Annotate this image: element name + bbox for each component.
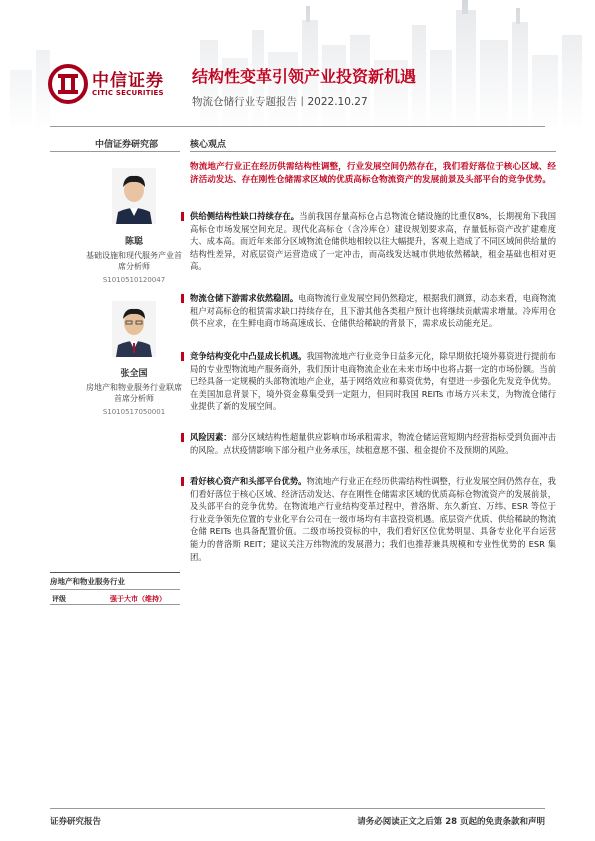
bullet-text: 部分区域结构性超量供应影响市场承租需求，物流仓储运营短期内经营指标受到负面冲击的风险。点状疫情影响下部分租户业务承压，续租意愿不强、租金提价不及预期的风险。 <box>190 432 556 455</box>
analyst-name: 张全国 <box>120 369 148 379</box>
analyst-title: 房地产和物业服务行业联席首席分析师 <box>86 382 182 403</box>
bullet-marker-icon <box>181 294 184 303</box>
key-view-summary: 物流地产行业正在经历供需结构性调整，行业发展空间仍然存在，我们看好落位于核心区域、经济活动发达、存在刚性仓储需求区域的优质高标仓物流资产的发展前景及头部平台的竞争优势。 <box>190 162 556 185</box>
rating-label: 评级 <box>52 595 66 603</box>
footer-report-type: 证券研究报告 <box>50 817 102 827</box>
analyst-card-2 <box>86 369 182 418</box>
industry-box-top <box>50 572 180 573</box>
footer-divider <box>50 808 545 809</box>
analyst-title: 基础设施和现代服务产业首席分析师 <box>86 250 182 271</box>
analyst-name: 陈聪 <box>124 237 143 247</box>
bullet-item <box>190 431 556 456</box>
analyst-photo-2 <box>112 301 156 357</box>
bullet-text: 电商物流行业发展空间仍然稳定，根据我们测算，动态来看，电商物流租户对高标仓的租赁需求缺口持续存在，且下游其他各类租户预计也将继续贡献需求增量。冷库用仓供不应求，在生鲜电商市场高速成长、仓储供给稀缺的背景下，需求成长动能充足。 <box>190 293 556 329</box>
report-title: 结构性变革引领产业投资新机遇 <box>192 67 417 86</box>
bullet-text: 我国物流地产行业竞争日益多元化，除早期依托境外募资进行提前布局的专业型物流地产服务商外，我们预计电商物流企业在未来市场中也将占据一定的市场份额。当前已经具备一定规模的头部物流地产企业，基于网络效应和募资优势，有望进一步强化先发竞争优势。在美国加息背景下，境外资金募集受到一定阻力，但同时我国 REITs 市场方兴未艾，为物流仓储行业提供了新的发展空间。 <box>190 351 556 412</box>
bullet-item <box>190 350 556 413</box>
bullet-lead: 竞争结构变化中凸显成长机遇。 <box>190 351 307 361</box>
bullet-lead: 物流仓储下游需求依然稳固。 <box>190 293 299 303</box>
bullet-lead: 看好核心资产和头部平台优势。 <box>190 476 307 486</box>
industry-name: 房地产和物业服务行业 <box>50 577 125 586</box>
logo-text-cn: 中信证券 <box>92 71 164 91</box>
report-subtitle: 物流仓储行业专题报告丨2022.10.27 <box>192 96 368 108</box>
rating-value: 强于大市（维持） <box>110 595 166 603</box>
bullet-marker-icon <box>181 212 184 221</box>
citic-logo-icon <box>48 64 88 104</box>
bullet-lead: 供给侧结构性缺口持续存在。 <box>190 211 300 221</box>
bullet-lead: 风险因素： <box>190 432 232 442</box>
core-view-heading: 核心观点 <box>190 140 227 150</box>
industry-box-bottom <box>50 604 180 605</box>
bullet-text: 物流地产行业正在经历供需结构性调整，行业发展空间仍然存在，我们看好落位于核心区域、经济活动发达、存在刚性仓储需求区域的优质高标仓物流资产的发展前景，及头部平台的竞争优势。在物流地产行业结构变革过程中，普洛斯、东久新宜、万纬、ESR 等位于行业竞争领先位置的专业化平台公司在一级市场均有丰富投资机遇。底层资产优质、供给稀缺的物流仓储 REITs 也具备配置价值。二级市场投资标的中，我们看好区位优势明显、具备专业化平台运营能力的普洛斯 REIT；建议关注万纬物流的发展潜力；我们也推荐兼具规模和专业性优势的 ESR 集团。 <box>190 476 556 562</box>
analyst-card-1 <box>86 237 182 286</box>
logo-text-en: CITIC SECURITIES <box>92 89 164 97</box>
bullet-marker-icon <box>181 477 184 486</box>
right-heading-divider <box>190 151 556 152</box>
bullet-item <box>190 475 556 563</box>
bullet-text: 当前我国存量高标仓占总物流仓储设施的比重仅8%，长期视角下我国高标仓市场发展空间充足。现代化高标仓（含冷库仓）建设规划要求高，存量低标资产改扩建难度大、成本高。而近年来部分区域物流仓储供地相较以往大幅提升，客观上造成了不同区域间供给量的结构性差异，对底层资产运营造成了一定冲击，而高线发达城市供地依然稀缺，租金基础也相对更高。 <box>190 211 556 272</box>
research-dept-heading: 中信证券研究部 <box>95 140 159 150</box>
bullet-marker-icon <box>181 433 184 442</box>
bullet-marker-icon <box>181 352 184 361</box>
analyst-cert: S1010517050001 <box>102 407 166 416</box>
citic-securities-logo <box>48 64 188 104</box>
analyst-photo-1 <box>112 168 156 224</box>
bullet-item <box>190 210 556 273</box>
header-divider <box>50 126 545 127</box>
analyst-cert: S1010510120047 <box>102 275 166 284</box>
bullet-item <box>190 292 556 330</box>
footer-disclaimer-note: 请务必阅读正文之后第 28 页起的免责条款和声明 <box>357 817 545 827</box>
industry-box-mid <box>50 589 180 590</box>
left-heading-divider <box>50 151 180 152</box>
